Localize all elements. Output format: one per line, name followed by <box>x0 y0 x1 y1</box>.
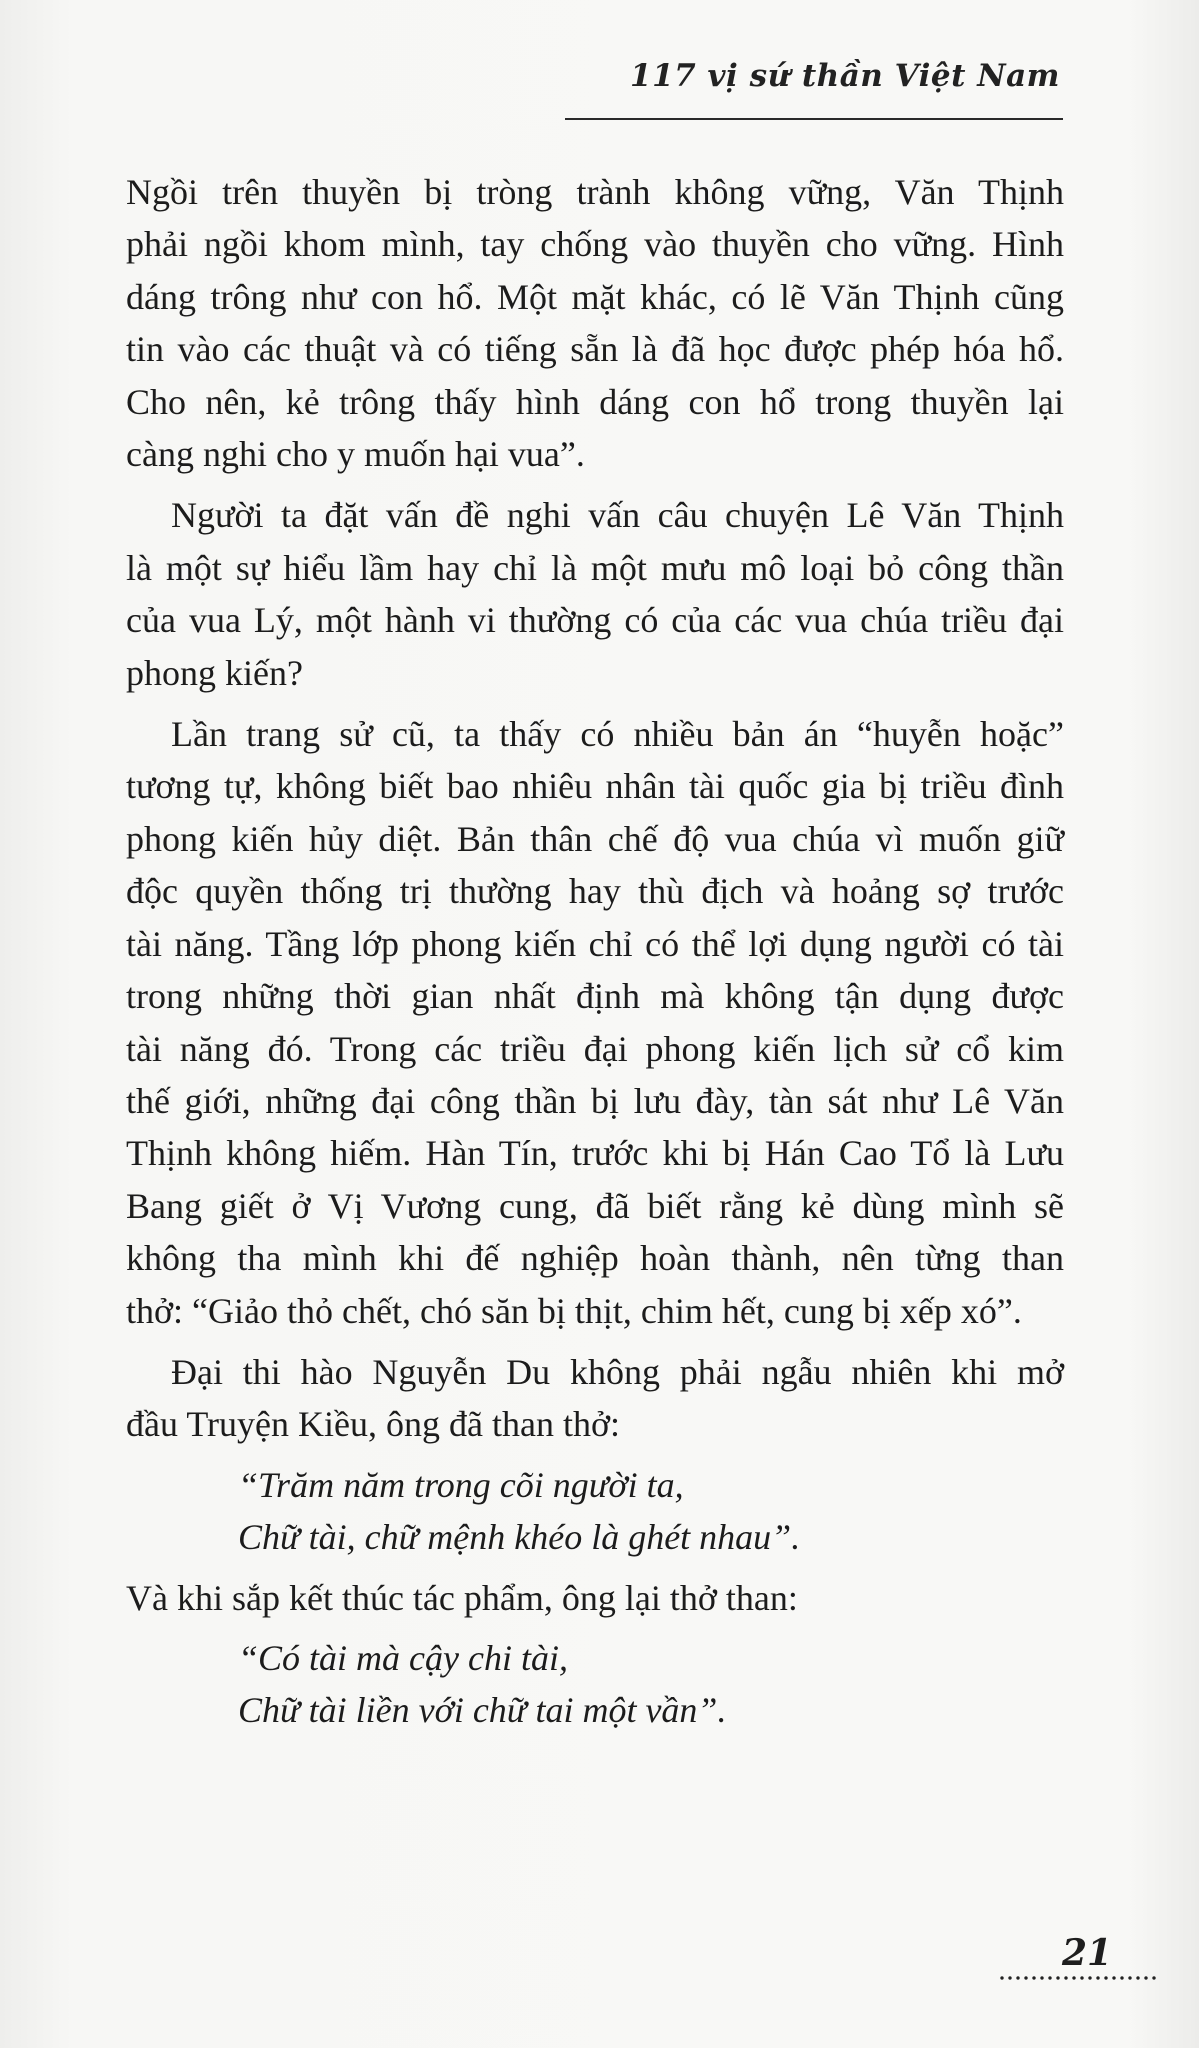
paragraph-3 <box>126 708 1064 1337</box>
text-line: Và khi sắp kết thúc tác phẩm, ông lại thở than: <box>126 1577 798 1618</box>
text-line: là một sự hiểu lầm hay chỉ là một mưu mô loại bỏ công thần <box>126 547 1064 588</box>
text-line: độc quyền thống trị thường hay thù địch và hoảng sợ trước <box>126 871 1064 912</box>
text-line: của vua Lý, một hành vi thường có của các vua chúa triều đại <box>126 600 1064 641</box>
text-line: tài năng. Tầng lớp phong kiến chỉ có thể lợi dụng người có tài <box>126 923 1064 964</box>
text-line: thế giới, những đại công thần bị lưu đày, tàn sát như Lê Văn <box>126 1080 1064 1121</box>
text-line: phải ngồi khom mình, tay chống vào thuyền cho vững. Hình <box>126 224 1064 265</box>
page-number: 21 <box>1062 1932 1113 1974</box>
verse-line: Chữ tài liền với chữ tai một vần”. <box>238 1690 727 1731</box>
paragraph-4 <box>126 1346 1064 1451</box>
text-line: trong những thời gian nhất định mà không tận dụng được <box>126 976 1064 1017</box>
text-line: Đại thi hào Nguyễn Du không phải ngẫu nhiên khi mở <box>171 1351 1064 1392</box>
text-line: càng nghi cho y muốn hại vua”. <box>126 434 585 475</box>
text-line: thở: “Giảo thỏ chết, chó săn bị thịt, chim hết, cung bị xếp xó”. <box>126 1290 1022 1331</box>
header-rule <box>565 118 1063 120</box>
text-line: Bang giết ở Vị Vương cung, đã biết rằng kẻ dùng mình sẽ <box>126 1185 1064 1226</box>
text-line: Ngồi trên thuyền bị tròng trành không vững, Văn Thịnh <box>126 172 1064 212</box>
page-number-dotted-rule <box>998 1976 1158 1980</box>
running-header-title: 117 vị sứ thần Việt Nam <box>630 58 1060 94</box>
text-line: phong kiến hủy diệt. Bản thân chế độ vua chúa vì muốn giữ <box>126 818 1064 859</box>
text-line: phong kiến? <box>126 652 303 693</box>
paragraph-1 <box>126 166 1064 480</box>
text-line: không tha mình khi đế nghiệp hoàn thành, nên từng than <box>126 1238 1064 1279</box>
text-line: tài năng đó. Trong các triều đại phong kiến lịch sử cổ kim <box>126 1028 1064 1069</box>
text-line: Người ta đặt vấn đề nghi vấn câu chuyện Lê Văn Thịnh <box>171 495 1064 536</box>
text-line: tương tự, không biết bao nhiêu nhân tài quốc gia bị triều đình <box>126 766 1064 807</box>
text-line: dáng trông như con hổ. Một mặt khác, có lẽ Văn Thịnh cũng <box>126 276 1064 317</box>
paragraph-2 <box>126 489 1064 699</box>
verse-line: “Có tài mà cậy chi tài, <box>238 1637 568 1678</box>
text-line: Cho nên, kẻ trông thấy hình dáng con hổ trong thuyền lại <box>126 381 1064 422</box>
paragraph-5 <box>126 1572 1064 1624</box>
text-line: đầu Truyện Kiều, ông đã than thở: <box>126 1404 620 1445</box>
verse-line: “Trăm năm trong cõi người ta, <box>238 1464 684 1505</box>
verse-quote-2 <box>238 1632 1064 1737</box>
body-text <box>126 166 1064 1737</box>
verse-line: Chữ tài, chữ mệnh khéo là ghét nhau”. <box>238 1517 801 1558</box>
text-line: Thịnh không hiếm. Hàn Tín, trước khi bị Hán Cao Tổ là Lưu <box>126 1133 1064 1174</box>
text-line: tin vào các thuật và có tiếng sẵn là đã học được phép hóa hổ. <box>126 329 1064 370</box>
text-line: Lần trang sử cũ, ta thấy có nhiều bản án “huyễn hoặc” <box>171 714 1064 755</box>
verse-quote-1 <box>238 1459 1064 1564</box>
